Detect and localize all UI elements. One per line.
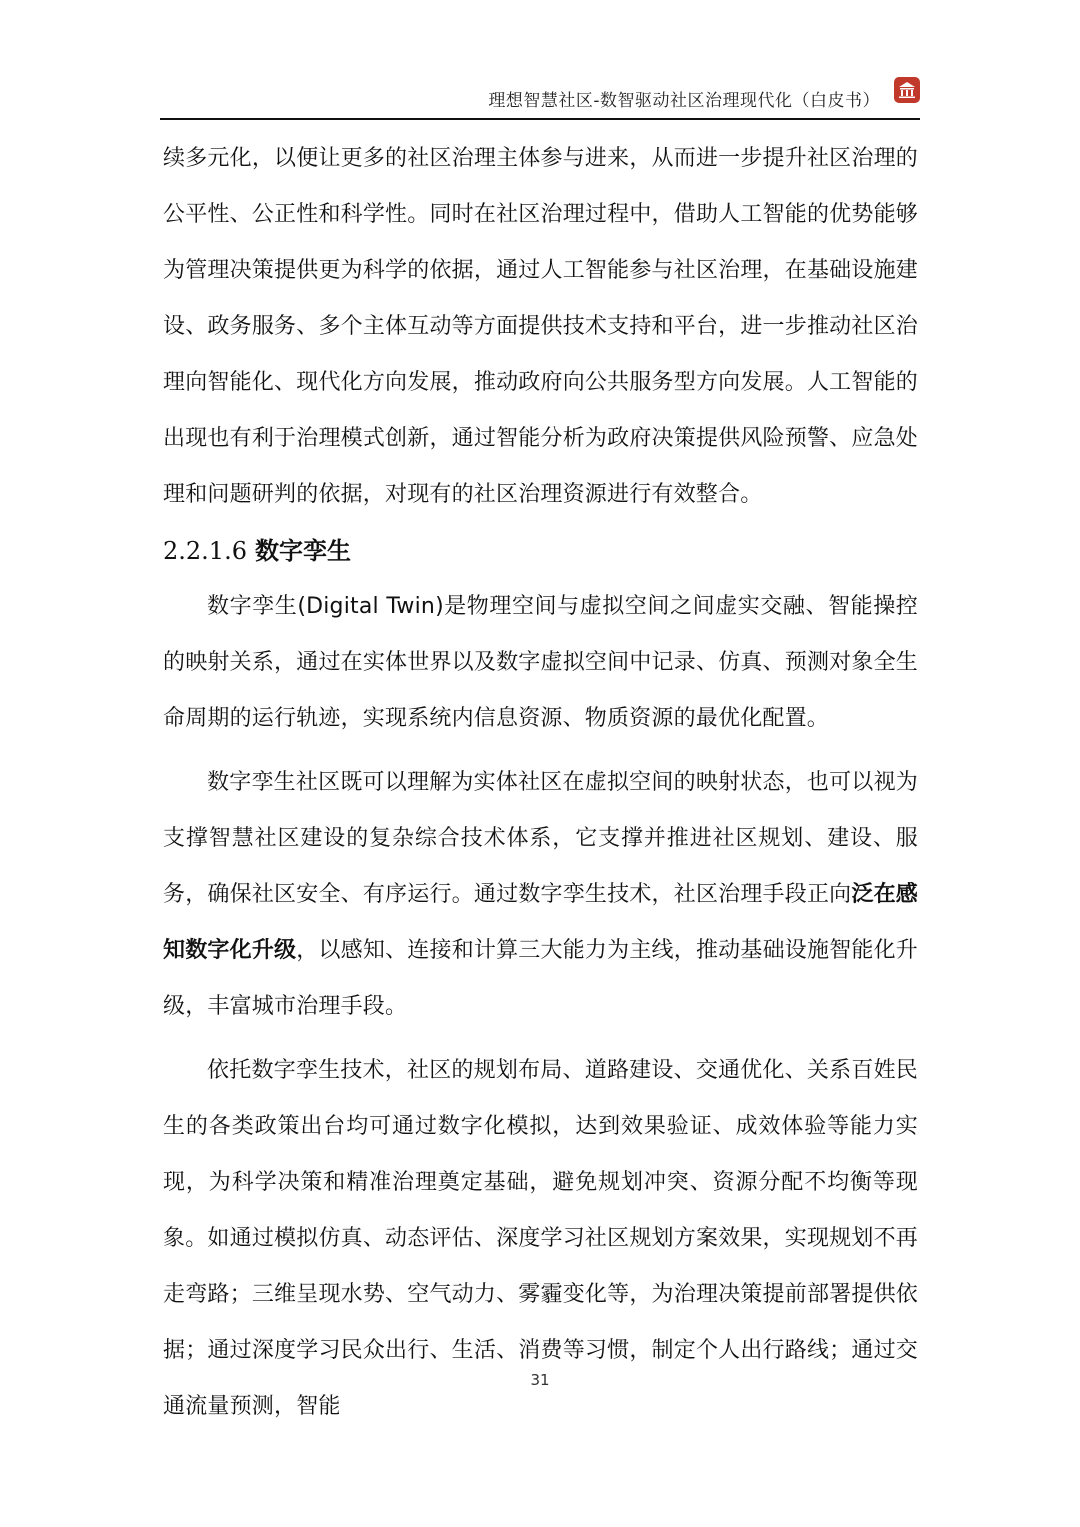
institution-building-icon bbox=[894, 77, 920, 103]
paragraph-digital-twin-definition: 数字孪生(Digital Twin)是物理空间与虚拟空间之间虚实交融、智能操控的映射关系，通过在实体世界以及数字虚拟空间中记录、仿真、预测对象全生命周期的运行轨迹，实现系统内信息资源、物质资源的最优化配置。 bbox=[163, 594, 918, 731]
section-title: 数字孪生 bbox=[254, 537, 351, 565]
page-number: 31 bbox=[530, 1371, 550, 1389]
section-number: 2.2.1.6 bbox=[163, 537, 247, 565]
page-header bbox=[160, 72, 920, 122]
page-body bbox=[163, 131, 918, 1435]
header-divider bbox=[160, 118, 920, 120]
header-title: 理想智慧社区-数智驱动社区治理现代化（白皮书） bbox=[488, 91, 880, 111]
paragraph-text: ，以感知、连接和计算三大能力为主线，推动基础设施智能化升级，丰富城市治理手段。 bbox=[163, 938, 919, 1019]
paragraph-text: 数字孪生社区既可以理解为实体社区在虚拟空间的映射状态，也可以视为支撑智慧社区建设的复杂综合技术体系，它支撑并推进社区规划、建设、服务，确保社区安全、有序运行。通过数字孪生技术，社区治理手段正向 bbox=[163, 770, 918, 907]
paragraph-digital-twin-applications: 依托数字孪生技术，社区的规划布局、道路建设、交通优化、关系百姓民生的各类政策出台均可通过数字化模拟，达到效果验证、成效体验等能力实现，为科学决策和精准治理奠定基础，避免规划冲突、资源分配不均衡等现象。如通过模拟仿真、动态评估、深度学习社区规划方案效果，实现规划不再走弯路；三维呈现水势、空气动力、雾霾变化等，为治理决策提前部署提供依据；通过深度学习民众出行、生活、消费等习惯，制定个人出行路线；通过交通流量预测，智能 bbox=[163, 1058, 918, 1419]
bold-emphasis: 泛在感知数字化升级 bbox=[163, 882, 919, 963]
section-heading bbox=[163, 523, 918, 579]
paragraph-digital-twin-community bbox=[163, 755, 918, 1035]
paragraph-continued: 续多元化，以便让更多的社区治理主体参与进来，从而进一步提升社区治理的公平性、公正性和科学性。同时在社区治理过程中，借助人工智能的优势能够为管理决策提供更为科学的依据，通过人工智能参与社区治理，在基础设施建设、政务服务、多个主体互动等方面提供技术支持和平台，进一步推动社区治理向智能化、现代化方向发展，推动政府向公共服务型方向发展。人工智能的出现也有利于治理模式创新，通过智能分析为政府决策提供风险预警、应急处理和问题研判的依据，对现有的社区治理资源进行有效整合。 bbox=[163, 146, 918, 507]
